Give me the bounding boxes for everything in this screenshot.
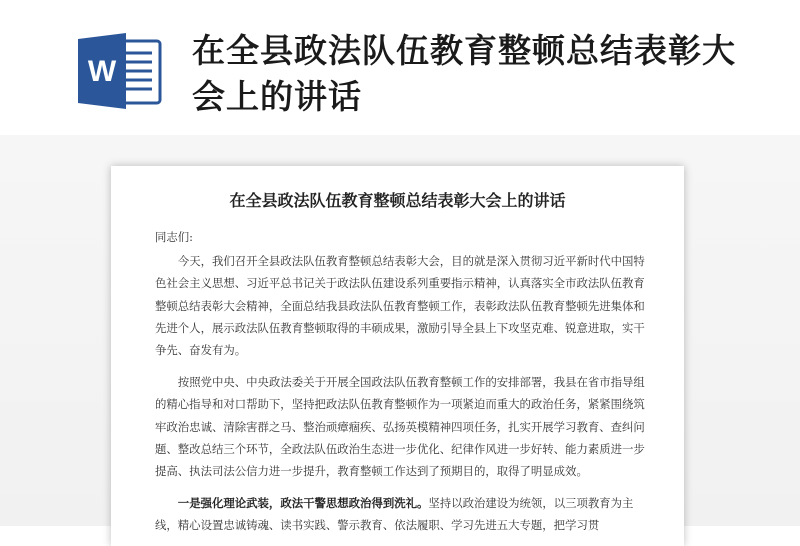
paragraph-text: 今天，我们召开全县政法队伍教育整顿总结表彰大会，目的就是深入贯彻习近平新时代中国特色社会主义思想、习近平总书记关于政法队伍建设系列重要指示精神，认真落实全市政法队伍教育整顿总结表彰大会精神，全面总结我县政法队伍教育整顿工作，表彰政法队伍教育整顿先进集体和先进个人，展示政法队伍教育整顿取得的丰硕成果，激励引导全县上下攻坚克难、锐意进取，实干争先、奋发有为。 bbox=[155, 254, 645, 358]
paragraph bbox=[155, 250, 650, 361]
header-banner bbox=[0, 0, 800, 135]
paragraph-text: 按照党中央、中央政法委关于开展全国政法队伍教育整顿工作的安排部署，我县在省市指导组的精心指导和对口帮助下，坚持把政法队伍教育整顿作为一项紧迫而重大的政治任务，紧紧围绕筑牢政治忠诚、清除害群之马、整治顽瘴痼疾、弘扬英模精神四项任务，扎实开展学习教育、查纠问题、整改总结三个环节，全政法队伍政治生态进一步优化、纪律作风进一步好转、能力素质进一步提高、执法司法公信力进一步提升，教育整顿工作达到了预期目的，取得了明显成效。 bbox=[155, 375, 645, 479]
greeting: 同志们: bbox=[155, 230, 194, 244]
paragraph-text: 坚持以政治建设为统领，以三项教育为主线，精心设置忠诚铸魂、读书实践、警示教育、依法履职、学习先进五大专题，把学习贯 bbox=[155, 496, 634, 533]
document-title: 在全县政法队伍教育整顿总结表彰大会上的讲话 bbox=[229, 191, 566, 210]
svg-text:W: W bbox=[87, 55, 117, 88]
paragraph bbox=[155, 371, 650, 482]
paragraph bbox=[155, 492, 650, 536]
document-body bbox=[155, 226, 650, 537]
document-page bbox=[111, 166, 684, 546]
header-title: 在全县政法队伍教育整顿总结表彰大会上的讲话 bbox=[192, 31, 736, 116]
paragraph-lead: 一是强化理论武装，政法干警思想政治得到洗礼。 bbox=[177, 496, 429, 511]
word-document-icon bbox=[76, 33, 164, 109]
